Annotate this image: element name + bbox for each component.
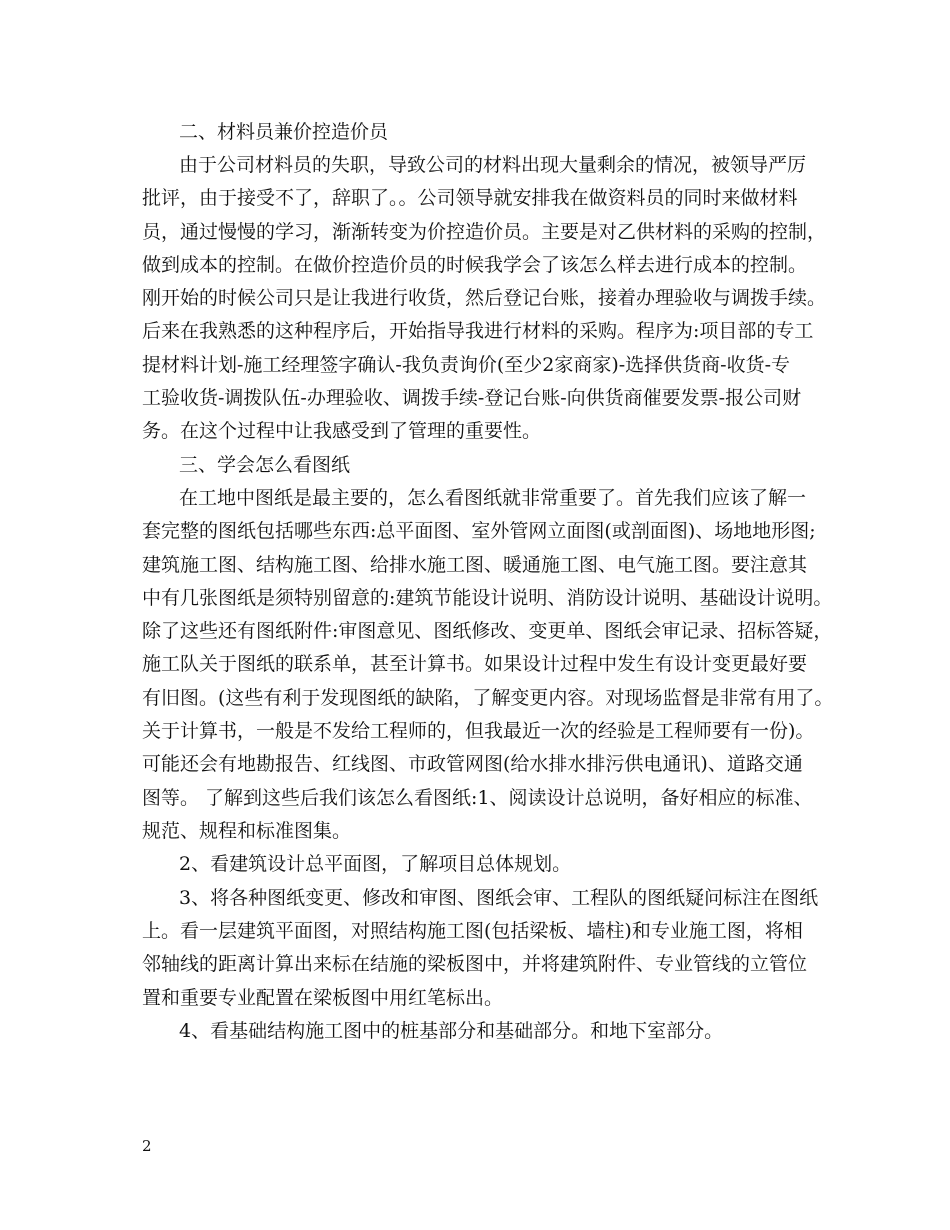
section-heading-2: 二、材料员兼价控造价员: [179, 121, 389, 143]
paragraph-line: 建筑施工图、结构施工图、给排水施工图、暖通施工图、电气施工图。要注意其: [142, 554, 808, 576]
list-item-3-line: 上。看一层建筑平面图，对照结构施工图(包括梁板、墙柱)和专业施工图，将相: [142, 920, 803, 942]
paragraph-line: 务。在这个过程中让我感受到了管理的重要性。: [142, 420, 542, 442]
paragraph-line: 可能还会有地勘报告、红线图、市政管网图(给水排水排污供电通讯)、道路交通: [142, 753, 803, 775]
paragraph-line: 施工队关于图纸的联系单，甚至计算书。如果设计过程中发生有设计变更最好要: [142, 653, 808, 675]
list-item-3-line: 3、将各种图纸变更、修改和审图、图纸会审、工程队的图纸疑问标注在图纸: [179, 887, 819, 909]
paragraph-line: 有旧图。(这些有利于发现图纸的缺陷，了解变更内容。对现场监督是非常有用了。: [142, 687, 834, 709]
paragraph-line: 由于公司材料员的失职，导致公司的材料出现大量剩余的情况，被领导严厉: [179, 154, 807, 176]
paragraph-line: 工验收货-调拨队伍-办理验收、调拨手续-登记台账-向供货商催要发票-报公司财: [142, 387, 802, 409]
paragraph-line: 套完整的图纸包括哪些东西:总平面图、室外管网立面图(或剖面图)、场地地形图;: [142, 520, 816, 542]
paragraph-line: 除了这些还有图纸附件:审图意见、图纸修改、变更单、图纸会审记录、招标答疑，: [142, 620, 833, 642]
list-item-3-line: 邻轴线的距离计算出来标在结施的梁板图中，并将建筑附件、专业管线的立管位: [142, 953, 808, 975]
list-item-4: 4、看基础结构施工图中的桩基部分和基础部分。和地下室部分。: [179, 1020, 724, 1042]
paragraph-line: 关于计算书，一般是不发给工程师的，但我最近一次的经验是工程师要有一份)。: [142, 720, 815, 742]
paragraph-line: 做到成本的控制。在做价控造价员的时候我学会了该怎么样去进行成本的控制。: [142, 254, 808, 276]
section-heading-3: 三、学会怎么看图纸: [179, 454, 351, 476]
paragraph-line: 提材料计划-施工经理签字确认-我负责询价(至少2家商家)-选择供货商-收货-专: [142, 354, 791, 376]
paragraph-line: 在工地中图纸是最主要的，怎么看图纸就非常重要了。首先我们应该了解一: [179, 487, 807, 509]
list-item-2: 2、看建筑设计总平面图，了解项目总体规划。: [179, 853, 572, 875]
paragraph-line: 后来在我熟悉的这种程序后，开始指导我进行材料的采购。程序为:项目部的专工: [142, 320, 814, 342]
paragraph-line: 图等。 了解到这些后我们该怎么看图纸:1、阅读设计总说明，备好相应的标准、: [142, 787, 813, 809]
paragraph-line: 员，通过慢慢的学习，渐渐转变为价控造价员。主要是对乙供材料的采购的控制，: [142, 221, 827, 243]
list-item-3-line: 置和重要专业配置在梁板图中用红笔标出。: [142, 987, 504, 1009]
paragraph-line: 刚开始的时候公司只是让我进行收货，然后登记台账，接着办理验收与调拨手续。: [142, 287, 827, 309]
paragraph-line: 中有几张图纸是须特别留意的:建筑节能设计说明、消防设计说明、基础设计说明。: [142, 587, 833, 609]
paragraph-line: 规范、规程和标准图集。: [142, 820, 352, 842]
page-number: 2: [142, 1137, 152, 1155]
paragraph-line: 批评，由于接受不了，辞职了。。公司领导就安排我在做资料员的同时来做材料: [142, 187, 798, 209]
